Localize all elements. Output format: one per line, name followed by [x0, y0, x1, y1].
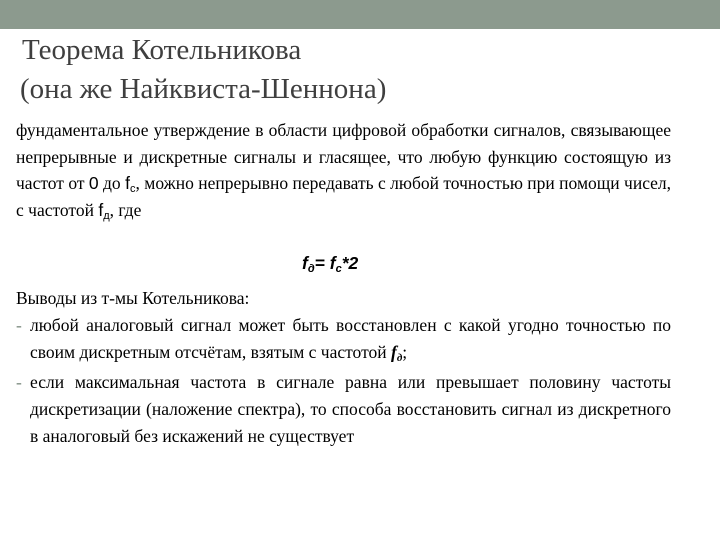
bullet-dash-icon: -: [16, 315, 22, 335]
conclusions-list: [16, 312, 671, 450]
fc-symbol: $f_c$: [125, 173, 136, 196]
fd-symbol: $f_д$: [390, 341, 403, 364]
bullet-dash-icon: -: [16, 372, 22, 393]
definition-where: , где: [109, 200, 142, 221]
list-item-text: если максимальная частота в сигнале равна или превышает половину частоты дискретизации (наложение спектра), то способа восстановить сигнал из дискретного в аналоговый без искажений не существует: [30, 372, 671, 446]
definition-continuation: можно непрерывно передавать с любой точностью при помощи чисел, с частотой: [16, 173, 672, 221]
list-item-text: любой аналоговый сигнал может быть восстановлен с какой угодно точностью по своим дискретным отсчётам, взятым с частотой: [30, 315, 671, 362]
definition-comma: ,: [135, 173, 140, 194]
frequency-zero: 0: [88, 173, 99, 194]
definition-text: фундаментальное утверждение в области цифровой обработки сигналов, связывающее непрерывные и дискретные сигналы и гласящее, что любую функцию состоящую из частот от: [16, 120, 671, 194]
definition-to: до: [103, 173, 121, 194]
slide-title: [20, 31, 700, 109]
conclusions-heading: Выводы из т-мы Котельникова:: [16, 288, 250, 308]
sampling-formula: $f_д= f_c*2$: [302, 253, 359, 275]
slide-top-bar: [0, 0, 720, 29]
definition-paragraph: [16, 117, 671, 224]
list-item: - любой аналоговый сигнал может быть восстановлен с какой угодно точностью по своим дискретным отсчётам, взятым с частотой $f_д$;: [16, 312, 671, 365]
slide-title-line-2: (она же Найквиста-Шеннона): [20, 73, 387, 105]
fd-symbol: $f_д$: [98, 200, 110, 223]
slide-title-line-1: Теорема Котельникова: [22, 34, 302, 66]
list-item: [16, 369, 671, 449]
